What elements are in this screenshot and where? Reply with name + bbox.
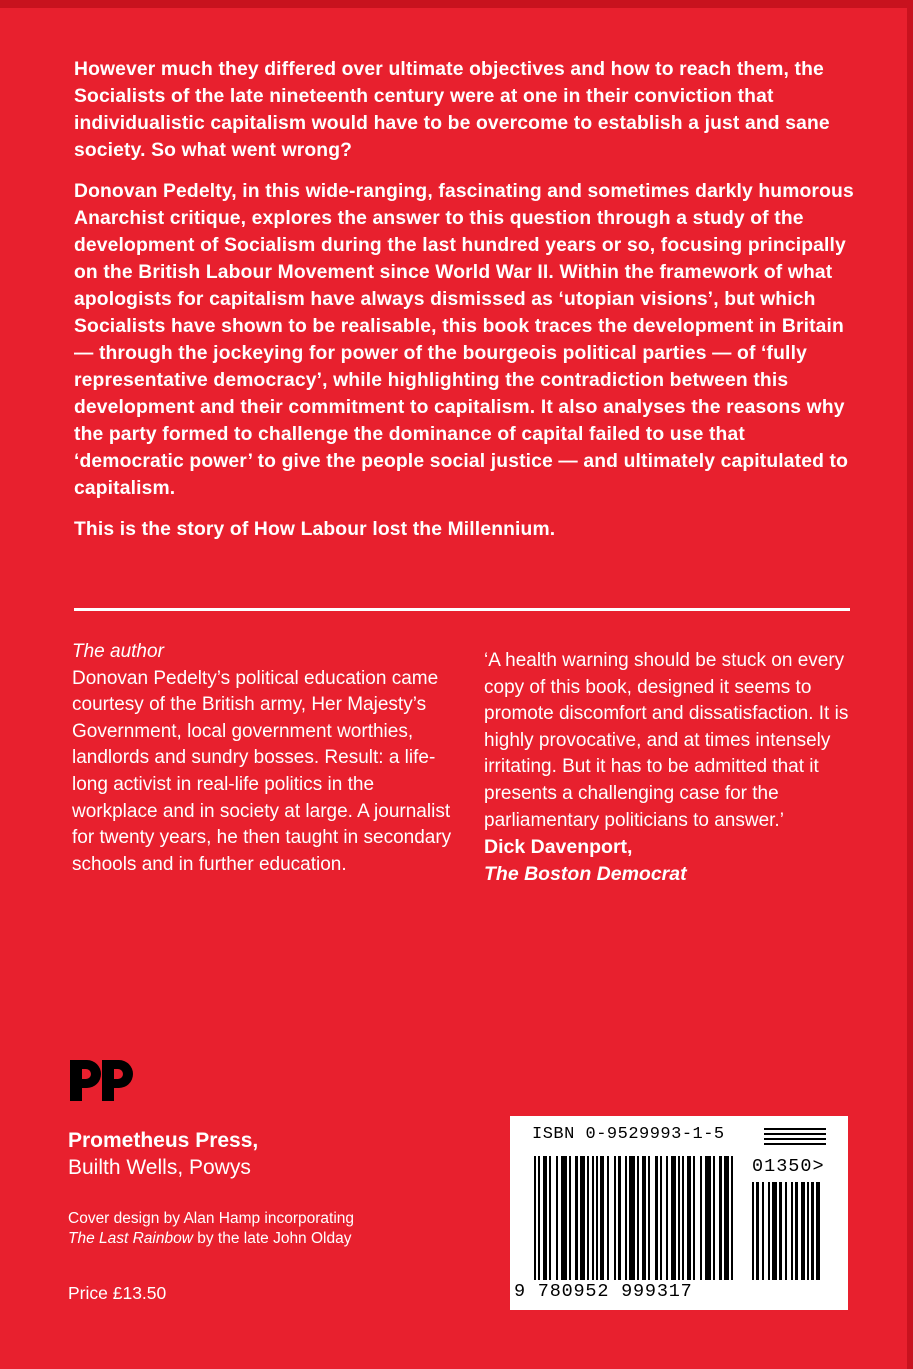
barcode-bar: [713, 1156, 715, 1280]
barcode-bar: [671, 1156, 676, 1280]
cover-top-edge: [0, 0, 913, 8]
barcode-bar: [700, 1156, 702, 1280]
ean-digits: 9 780952 999317: [514, 1281, 693, 1302]
review-section: [484, 648, 854, 887]
credit-suffix: by the late John Olday: [192, 1229, 352, 1247]
barcode-bar: [543, 1156, 547, 1280]
supplement-bar: [768, 1182, 770, 1280]
barcode-bar: [607, 1156, 609, 1280]
barcode-bar: [569, 1156, 571, 1280]
barcode-bar: [600, 1156, 604, 1280]
barcode-bar: [561, 1156, 567, 1280]
publisher-name: Prometheus Press,: [68, 1129, 259, 1152]
barcode-bar: [575, 1156, 578, 1280]
review-quote: ‘A health warning should be stuck on every copy of this book, designed it seems to promote discomfort and dissatisfaction. It is highly provocative, and at times intensely irritating. But it has to be admitted that it presents a challenging case for the parliamentary politicians to answer.’: [484, 650, 849, 831]
barcode-bar: [587, 1156, 589, 1280]
supplement-bar: [752, 1182, 754, 1280]
barcode-bar: [655, 1156, 658, 1280]
ean-barcode-bars: [534, 1156, 746, 1280]
barcode-bar: [705, 1156, 711, 1280]
blurb-paragraph-1: However much they differed over ultimate objectives and how to reach them, the Socialists of the late nineteenth century were at one in their conviction that individualistic capitalism would have to be overcome to establish a just and sane society. So what went wrong?: [74, 59, 830, 161]
barcode-bar: [618, 1156, 621, 1280]
barcode-bar: [592, 1156, 594, 1280]
divider-rule: [74, 608, 850, 611]
supplement-bar: [801, 1182, 805, 1280]
price-label: Price £13.50: [68, 1283, 167, 1303]
blurb-tagline: This is the story of How Labour lost the Millennium.: [74, 519, 556, 540]
supplement-bar: [816, 1182, 820, 1280]
author-section: [72, 639, 462, 878]
barcode-bar: [666, 1156, 668, 1280]
publisher-logo-mark: [68, 1057, 136, 1103]
author-bio: Donovan Pedelty’s political education came courtesy of the British army, Her Majesty’s Government, local government worthies, landlords and sundry bosses. Result: a life-long activist in real-life politics in the workplace and in society at large. A journalist for twenty years, he then taught in secondary schools and in further education.: [72, 667, 452, 875]
author-heading: The author: [72, 641, 164, 662]
credit-line-2: [68, 1229, 354, 1249]
supplement-bar: [772, 1182, 777, 1280]
publisher-place: Builth Wells, Powys: [68, 1156, 251, 1179]
blurb-paragraph-2: Donovan Pedelty, in this wide-ranging, fascinating and sometimes darkly humorous Anarchist critique, explores the answer to this question through a study of the development of Socialism during the last hundred years or so, focusing principally on the British Labour Movement since World War II. Within the framework of what apologists for capitalism have always dismissed as ‘utopian visions’, but which Socialists have shown to be realisable, this book traces the development in Britain — through the jockeying for power of the bourgeois political parties — of ‘fully representative democracy’, while highlighting the contradiction between this development and their commitment to capitalism. It also analyses the reasons why the party formed to challenge the dominance of capital failed to use that ‘democratic power’ to give the people social justice — and ultimately capitulated to capitalism.: [74, 181, 854, 499]
barcode-bar: [625, 1156, 627, 1280]
barcode-bar: [549, 1156, 551, 1280]
barcode-bar: [682, 1156, 684, 1280]
barcode-bar: [693, 1156, 695, 1280]
publisher-block: [68, 1127, 258, 1181]
isbn-rule-lines: [764, 1128, 826, 1148]
isbn-label: ISBN 0-9529993-1-5: [532, 1125, 725, 1144]
supplement-bar: [807, 1182, 809, 1280]
barcode-bar: [731, 1156, 733, 1280]
review-source: The Boston Democrat: [484, 862, 687, 885]
barcode-bar: [719, 1156, 722, 1280]
barcode-bar: [648, 1156, 650, 1280]
barcode-bar: [534, 1156, 536, 1280]
cover-right-edge: [907, 0, 913, 1369]
barcode-bar: [580, 1156, 585, 1280]
supplement-bar: [785, 1182, 787, 1280]
supplement-bar: [779, 1182, 782, 1280]
barcode-bar: [614, 1156, 616, 1280]
publisher-logo: [68, 1057, 136, 1108]
barcode-bar: [642, 1156, 646, 1280]
barcode-bar: [637, 1156, 639, 1280]
barcode-bar: [596, 1156, 598, 1280]
supplement-bar: [762, 1182, 764, 1280]
barcode-bar: [538, 1156, 540, 1280]
barcode-bar: [556, 1156, 558, 1280]
review-attribution: Dick Davenport,: [484, 836, 633, 859]
supplement-barcode-bars: [752, 1182, 826, 1280]
supplement-bar: [791, 1182, 793, 1280]
barcode-bar: [687, 1156, 691, 1280]
blurb-section: [74, 56, 854, 557]
barcode-panel: [510, 1116, 848, 1310]
barcode-bar: [660, 1156, 662, 1280]
supplement-bar: [811, 1182, 814, 1280]
credit-line-1: Cover design by Alan Hamp incorporating: [68, 1210, 355, 1227]
supplement-bar: [756, 1182, 759, 1280]
cover-credit: [68, 1209, 354, 1248]
credit-work-title: The Last Rainbow: [68, 1229, 193, 1247]
supplement-code: 01350>: [752, 1156, 825, 1177]
supplement-bar: [795, 1182, 798, 1280]
barcode-bar: [678, 1156, 680, 1280]
barcode-bar: [724, 1156, 729, 1280]
barcode-bar: [629, 1156, 635, 1280]
